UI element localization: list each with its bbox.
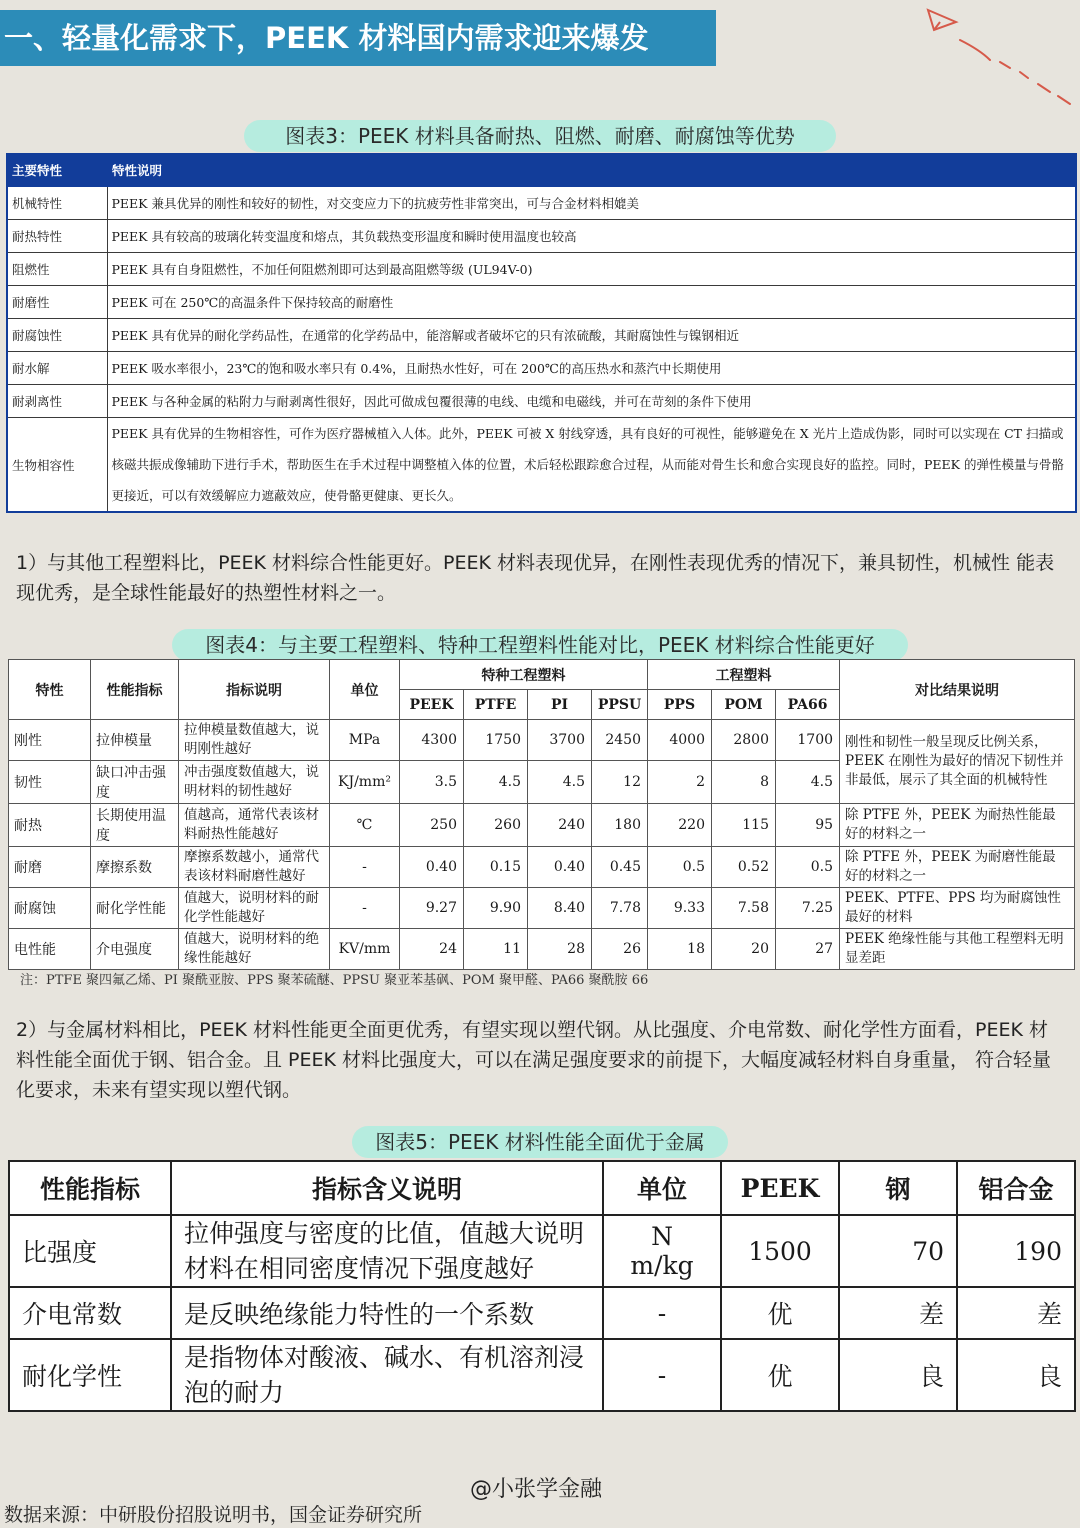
property-name: 机械特性 [7,186,107,220]
cell-value: 250 [400,804,464,847]
property-desc: PEEK 吸水率很小，23℃的饱和吸水率只有 0.4%，且耐热水性好，可在 200℃的高压热水和蒸汽中长期使用 [107,352,1076,385]
header-aluminum: 铝合金 [957,1161,1075,1215]
property-name: 耐腐蚀性 [7,319,107,352]
cell-value: 0.15 [464,847,528,888]
metal-comparison-table [8,1160,1076,1412]
cell-steel: 良 [839,1339,957,1411]
paragraph-2: 2）与金属材料相比，PEEK 材料性能更全面更优秀，有望实现以塑代钢。从比强度、介电常数、耐化学性方面看，PEEK 材料性能全面优于钢、铝合金。且 PEEK 材料比强度大，可以在满足强度要求的前提下，大幅度减轻材料自身重量， 符合轻量化要求，未来有望实现以塑代钢。 [16,1019,1052,1101]
cell-metric: 耐化学性 [9,1339,171,1411]
table4-note: 注：PTFE 聚四氟乙烯、PI 聚酰亚胺、PPS 聚苯硫醚、PPSU 聚亚苯基砜、POM 聚甲醛、PA66 聚酰胺 66 [20,973,649,988]
table-row [7,253,1076,286]
header-main-property: 主要特性 [7,154,107,186]
cell-metric: 介电强度 [91,929,179,970]
cell-unit: - [603,1287,721,1339]
header-peek: PEEK [721,1161,839,1215]
table-row [9,1215,1075,1287]
caption-table3: 图表3：PEEK 材料具备耐热、阻燃、耐磨、耐腐蚀等优势 [244,120,836,152]
cell-value: 2 [648,761,712,804]
property-name: 耐磨性 [7,286,107,319]
table-row [7,319,1076,352]
header-desc: 指标说明 [179,660,330,720]
cell-desc: 拉伸强度与密度的比值，值越大说明材料在相同密度情况下强度越好 [171,1215,603,1287]
cell-desc: 是指物体对酸液、碱水、有机溶剂浸泡的耐力 [171,1339,603,1411]
property-desc: PEEK 具有优异的耐化学药品性，在通常的化学药品中，能溶解或者破坏它的只有浓硫酸，其耐腐蚀性与镍钢相近 [107,319,1076,352]
table-row [9,720,1075,761]
cell-metric: 耐化学性能 [91,888,179,929]
table-row [7,418,1076,513]
table-row [9,804,1075,847]
cell-steel: 70 [839,1215,957,1287]
cell-value: 18 [648,929,712,970]
cell-value: 4.5 [464,761,528,804]
cell-metric: 比强度 [9,1215,171,1287]
header-eng-plastics: 工程塑料 [648,660,840,690]
properties-table [6,153,1077,513]
cell-value: 4000 [648,720,712,761]
cell-value: 260 [464,804,528,847]
paper-plane-doodle [920,0,1080,110]
header-result: 对比结果说明 [840,660,1075,720]
cell-value: 1700 [776,720,840,761]
cell-value: 27 [776,929,840,970]
table-row [9,1287,1075,1339]
table-row [7,220,1076,253]
cell-value: 115 [712,804,776,847]
cell-result: PEEK 绝缘性能与其他工程塑料无明显差距 [840,929,1075,970]
cell-value: 4.5 [528,761,592,804]
cell-value: 26 [592,929,648,970]
cell-peek: 优 [721,1339,839,1411]
cell-value: 95 [776,804,840,847]
property-desc: PEEK 具有自身阻燃性，不加任何阻燃剂即可达到最高阻燃等级 (UL94V-0) [107,253,1076,286]
cell-value: 2450 [592,720,648,761]
table-row [7,385,1076,418]
table-row [7,352,1076,385]
header-desc: 指标含义说明 [171,1161,603,1215]
cell-value: 7.58 [712,888,776,929]
cell-value: 0.5 [776,847,840,888]
header-metric: 性能指标 [9,1161,171,1215]
cell-value: 1750 [464,720,528,761]
cell-result: 刚性和韧性一般呈现反比例关系，PEEK 在刚性为最好的情况下韧性并非最低，展示了其全面的机械特性 [840,720,1075,804]
cell-unit: - [330,847,400,888]
cell-value: 0.40 [400,847,464,888]
header-property-desc: 特性说明 [107,154,1076,186]
caption-table4: 图表4：与主要工程塑料、特种工程塑料性能对比，PEEK 材料综合性能更好 [172,629,908,661]
cell-prop: 韧性 [9,761,91,804]
header-material: PEEK [400,690,464,720]
cell-prop: 耐磨 [9,847,91,888]
cell-value: 7.25 [776,888,840,929]
cell-value: 4.5 [776,761,840,804]
cell-desc: 值越大，说明材料的耐化学性能越好 [179,888,330,929]
property-name: 生物相容性 [7,418,107,513]
cell-value: 8 [712,761,776,804]
property-name: 阻燃性 [7,253,107,286]
header-unit: 单位 [603,1161,721,1215]
cell-value: 0.5 [648,847,712,888]
table-row [9,929,1075,970]
cell-desc: 拉伸模量数值越大，说明刚性越好 [179,720,330,761]
cell-value: 3700 [528,720,592,761]
cell-metric: 拉伸模量 [91,720,179,761]
header-special-plastics: 特种工程塑料 [400,660,648,690]
cell-result: 除 PTFE 外，PEEK 为耐磨性能最好的材料之一 [840,847,1075,888]
property-desc: PEEK 兼具优异的刚性和较好的韧性，对交变应力下的抗疲劳性非常突出，可与合金材料相媲美 [107,186,1076,220]
cell-value: 11 [464,929,528,970]
cell-value: 2800 [712,720,776,761]
cell-prop: 耐热 [9,804,91,847]
cell-value: 8.40 [528,888,592,929]
cell-value: 0.40 [528,847,592,888]
cell-metric: 长期使用温度 [91,804,179,847]
cell-value: 3.5 [400,761,464,804]
property-desc: PEEK 具有优异的生物相容性，可作为医疗器械植入人体。此外，PEEK 可被 X 射线穿透，具有良好的可视性，能够避免在 X 光片上造成伪影，同时可以实现在 CT 扫描或核磁共振成像辅助下进行手术，帮助医生在手术过程中调整植入体的位置，术后轻松跟踪愈合过程，从而能对骨生长和愈合实现良好的监控。同时，PEEK 的弹性模量与骨骼更接近，可以有效缓解应力遮蔽效应，使骨骼更健康、更长久。 [107,418,1076,513]
table-row [9,1339,1075,1411]
cell-value: 240 [528,804,592,847]
property-name: 耐剥离性 [7,385,107,418]
property-desc: PEEK 与各种金属的粘附力与耐剥离性很好，因此可做成包覆很薄的电线、电缆和电磁线，并可在苛刻的条件下使用 [107,385,1076,418]
header-steel: 钢 [839,1161,957,1215]
table-row [7,186,1076,220]
cell-value: 20 [712,929,776,970]
cell-unit: - [330,888,400,929]
cell-unit: ℃ [330,804,400,847]
cell-value: 0.52 [712,847,776,888]
cell-value: 0.45 [592,847,648,888]
cell-steel: 差 [839,1287,957,1339]
cell-aluminum: 190 [957,1215,1075,1287]
property-name: 耐热特性 [7,220,107,253]
cell-unit: N m/kg [603,1215,721,1287]
cell-value: 12 [592,761,648,804]
cell-aluminum: 良 [957,1339,1075,1411]
cell-value: 9.90 [464,888,528,929]
cell-unit: KV/mm [330,929,400,970]
data-source: 数据来源：中研股份招股说明书，国金证券研究所 [4,1504,423,1526]
table-row [9,847,1075,888]
cell-peek: 优 [721,1287,839,1339]
cell-value: 9.33 [648,888,712,929]
table-row [9,888,1075,929]
cell-desc: 值越大，说明材料的绝缘性能越好 [179,929,330,970]
header-material: PA66 [776,690,840,720]
header-material: PI [528,690,592,720]
cell-value: 4300 [400,720,464,761]
cell-peek: 1500 [721,1215,839,1287]
header-material: PPSU [592,690,648,720]
cell-value: 24 [400,929,464,970]
author-handle: @小张学金融 [470,1477,603,1502]
cell-unit: MPa [330,720,400,761]
table-row [7,286,1076,319]
cell-result: PEEK、PTFE、PPS 均为耐腐蚀性最好的材料 [840,888,1075,929]
page-title: 一、轻量化需求下，PEEK 材料国内需求迎来爆发 [0,10,716,66]
paragraph-1: 1）与其他工程塑料比，PEEK 材料综合性能更好。PEEK 材料表现优异，在刚性表现优秀的情况下，兼具韧性，机械性 能表现优秀，是全球性能最好的热塑性材料之一。 [16,552,1055,604]
cell-desc: 冲击强度数值越大，说明材料的韧性越好 [179,761,330,804]
property-name: 耐水解 [7,352,107,385]
cell-metric: 摩擦系数 [91,847,179,888]
cell-desc: 是反映绝缘能力特性的一个系数 [171,1287,603,1339]
comparison-table [8,659,1075,970]
cell-prop: 耐腐蚀 [9,888,91,929]
cell-metric: 介电常数 [9,1287,171,1339]
header-unit: 单位 [330,660,400,720]
caption-table5: 图表5：PEEK 材料性能全面优于金属 [352,1126,728,1158]
cell-unit: - [603,1339,721,1411]
header-material: POM [712,690,776,720]
property-desc: PEEK 可在 250℃的高温条件下保持较高的耐磨性 [107,286,1076,319]
cell-value: 9.27 [400,888,464,929]
header-prop: 特性 [9,660,91,720]
cell-result: 除 PTFE 外，PEEK 为耐热性能最好的材料之一 [840,804,1075,847]
header-metric: 性能指标 [91,660,179,720]
header-material: PPS [648,690,712,720]
cell-value: 28 [528,929,592,970]
cell-metric: 缺口冲击强度 [91,761,179,804]
cell-desc: 值越高，通常代表该材料耐热性能越好 [179,804,330,847]
cell-value: 7.78 [592,888,648,929]
cell-prop: 刚性 [9,720,91,761]
cell-value: 180 [592,804,648,847]
header-material: PTFE [464,690,528,720]
cell-unit: KJ/mm² [330,761,400,804]
cell-prop: 电性能 [9,929,91,970]
property-desc: PEEK 具有较高的玻璃化转变温度和熔点，其负载热变形温度和瞬时使用温度也较高 [107,220,1076,253]
cell-desc: 摩擦系数越小，通常代表该材料耐磨性越好 [179,847,330,888]
cell-aluminum: 差 [957,1287,1075,1339]
cell-value: 220 [648,804,712,847]
